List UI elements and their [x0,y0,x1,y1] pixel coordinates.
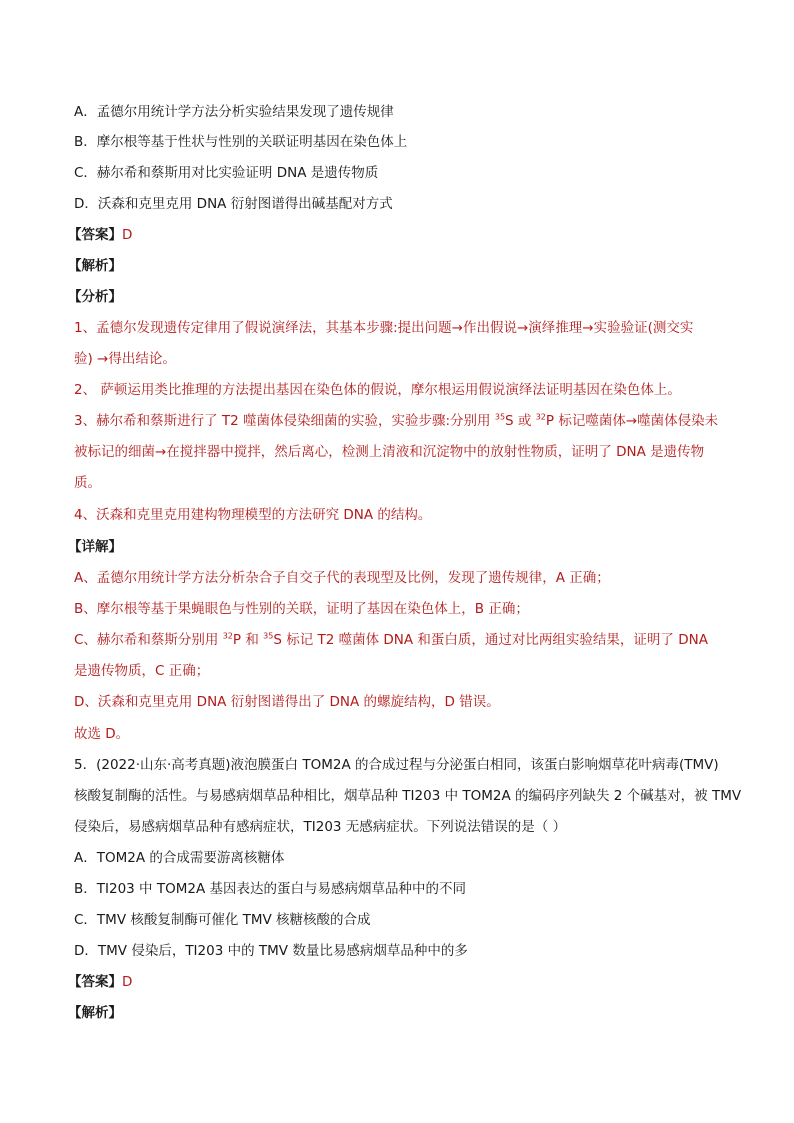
detail-c-line2: 是遗传物质，C 正确； [74,663,210,679]
detail-a: A、孟德尔用统计学方法分析杂合子自交子代的表现型及比例，发现了遗传规律，A 正确； [74,570,610,586]
analysis-p1-line2: 验) →得出结论。 [74,351,176,367]
detail-d: D、沃森和克里克用 DNA 衍射图谱得出了 DNA 的螺旋结构，D 错误。 [74,694,500,710]
q5-option-c: C．TMV 核酸复制酶可催化 TMV 核糖核酸的合成 [74,912,371,928]
q5-stem-line3: 侵染后，易感病烟草品种有感病症状，TI203 无感病症状。下列说法错误的是（ ） [74,819,567,835]
analysis-p1-line1: 1、孟德尔发现遗传定律用了假说演绎法，其基本步骤:提出问题→作出假说→演绎推理→实验验证(测交实 [74,320,694,336]
answer-label: 【答案】 [68,227,122,243]
q4-option-c: C．赫尔希和蔡斯用对比实验证明 DNA 是遗传物质 [74,165,379,181]
analysis-p3-line2: 被标记的细菌→在搅拌器中搅拌，然后离心，检测上清液和沉淀物中的放射性物质，证明了 DNA 是遗传物 [74,444,705,460]
q4-option-a: A．孟德尔用统计学方法分析实验结果发现了遗传规律 [74,104,394,120]
detail-conclusion: 故选 D。 [74,726,130,742]
answer-label: 【答案】 [68,974,122,990]
q5-jiexi-heading: 【解析】 [68,1005,122,1021]
q4-xiangjie-heading: 【详解】 [68,539,122,555]
detail-b: B、摩尔根等基于果蝇眼色与性别的关联，证明了基因在染色体上，B 正确； [74,601,529,617]
q5-stem-line1: 5．(2022·山东·高考真题)液泡膜蛋白 TOM2A 的合成过程与分泌蛋白相同，该蛋白影响烟草花叶病毒(TMV) [74,757,719,773]
q5-stem-line2: 核酸复制酶的活性。与易感病烟草品种相比，烟草品种 TI203 中 TOM2A 的编码序列缺失 2 个碱基对，被 TMV [74,788,742,804]
answer-value: D [122,974,133,990]
q4-option-b: B．摩尔根等基于性状与性别的关联证明基因在染色体上 [74,134,408,150]
answer-value: D [122,227,133,243]
detail-c-line1: C、赫尔希和蔡斯分别用 $^{32}$P 和 $^{35}$S 标记 T2 噬菌体 DNA 和蛋白质，通过对比两组实验结果，证明了 DNA [74,631,708,648]
q5-option-d: D．TMV 侵染后，TI203 中的 TMV 数量比易感病烟草品种中的多 [74,943,468,959]
q4-jiexi-heading: 【解析】 [68,258,122,274]
q5-option-b: B．TI203 中 TOM2A 基因表达的蛋白与易感病烟草品种中的不同 [74,881,466,897]
q4-option-d: D．沃森和克里克用 DNA 衍射图谱得出碱基配对方式 [74,196,393,212]
q4-answer [68,225,132,245]
analysis-p3-line1: 3、赫尔希和蔡斯进行了 T2 噬菌体侵染细菌的实验，实验步骤:分别用 $^{35}$S 或 $^{32}$P 标记噬菌体→噬菌体侵染未 [74,412,719,429]
analysis-p4: 4、沃森和克里克用建构物理模型的方法研究 DNA 的结构。 [74,507,432,523]
q5-answer [68,972,132,992]
analysis-p3-line3: 质。 [74,475,101,491]
analysis-p2: 2、 萨顿运用类比推理的方法提出基因在染色体的假说，摩尔根运用假说演绎法证明基因在染色体上。 [74,382,681,398]
q5-option-a: A．TOM2A 的合成需要游离核糖体 [74,850,285,866]
q4-fenxi-heading: 【分析】 [68,289,122,305]
